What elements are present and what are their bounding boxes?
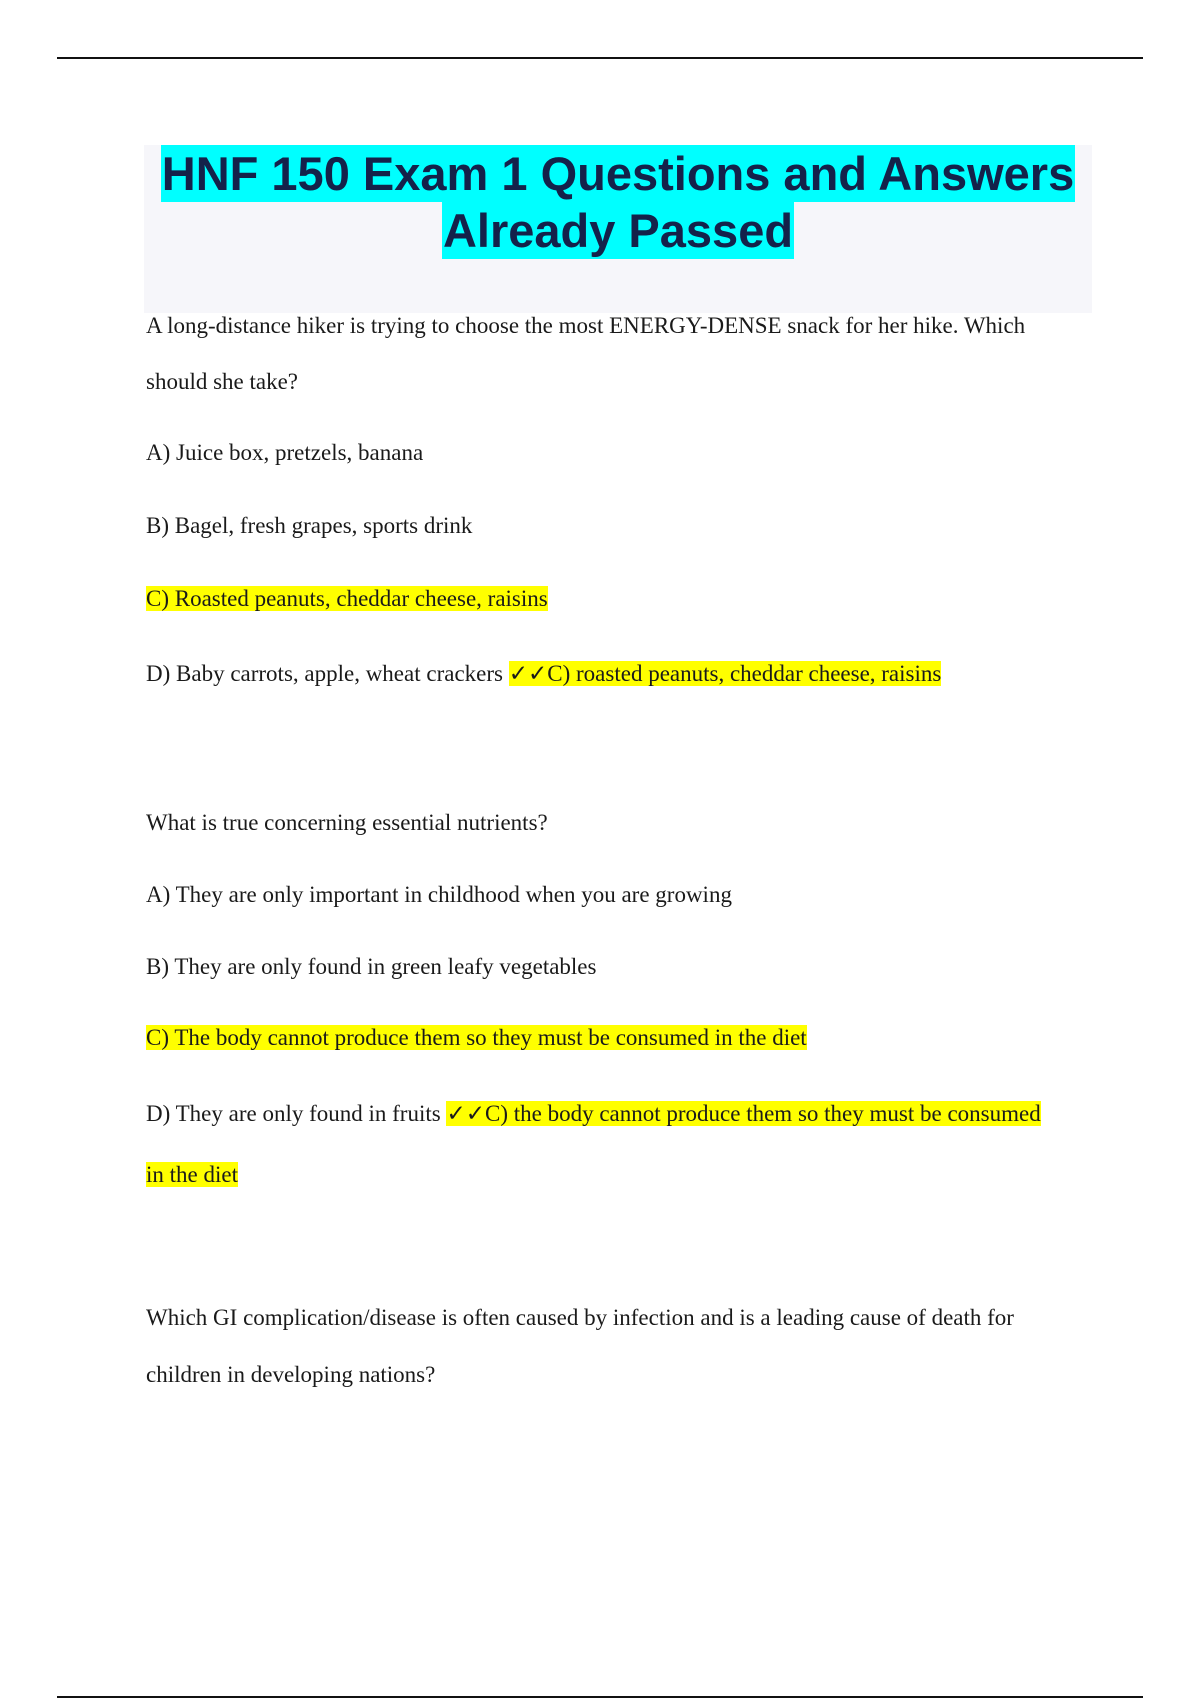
question-1-option-a: A) Juice box, pretzels, banana <box>146 440 424 465</box>
correct-option-highlight: C) The body cannot produce them so they must be consumed in the diet <box>146 1025 807 1050</box>
title-line-1: HNF 150 Exam 1 Questions and Answers <box>161 147 1075 200</box>
question-2-answer-continuation <box>146 1162 238 1188</box>
footer-rule <box>57 1696 1143 1698</box>
page-title <box>144 145 1092 259</box>
header-rule <box>57 57 1143 59</box>
question-1-option-b: B) Bagel, fresh grapes, sports drink <box>146 513 473 538</box>
answer-key: ✓✓C) roasted peanuts, cheddar cheese, raisins <box>508 661 942 686</box>
question-3-stem-line-1: Which GI complication/disease is often caused by infection and is a leading cause of death for <box>146 1305 1014 1330</box>
question-2-option-c <box>146 1025 807 1051</box>
question-2-stem: What is true concerning essential nutrients? <box>146 810 548 835</box>
question-1-option-d <box>146 661 941 687</box>
question-1-option-c <box>146 586 548 612</box>
question-2-option-b: B) They are only found in green leafy vegetables <box>146 954 597 979</box>
question-2-option-d <box>146 1101 1041 1127</box>
correct-option-highlight: C) Roasted peanuts, cheddar cheese, raisins <box>146 586 548 611</box>
answer-key-continuation: in the diet <box>146 1162 238 1187</box>
option-d-text: D) Baby carrots, apple, wheat crackers <box>146 661 509 686</box>
question-2-option-a: A) They are only important in childhood when you are growing <box>146 882 732 907</box>
question-1-stem-line-2: should she take? <box>146 369 299 394</box>
option-d-text: D) They are only found in fruits <box>146 1101 447 1126</box>
answer-key: ✓✓C) the body cannot produce them so they must be consumed <box>446 1101 1041 1126</box>
question-3-stem-line-2: children in developing nations? <box>146 1362 436 1387</box>
title-line-2: Already Passed <box>442 204 794 257</box>
question-1-stem-line-1: A long-distance hiker is trying to choose the most ENERGY-DENSE snack for her hike. Which <box>146 313 1026 338</box>
